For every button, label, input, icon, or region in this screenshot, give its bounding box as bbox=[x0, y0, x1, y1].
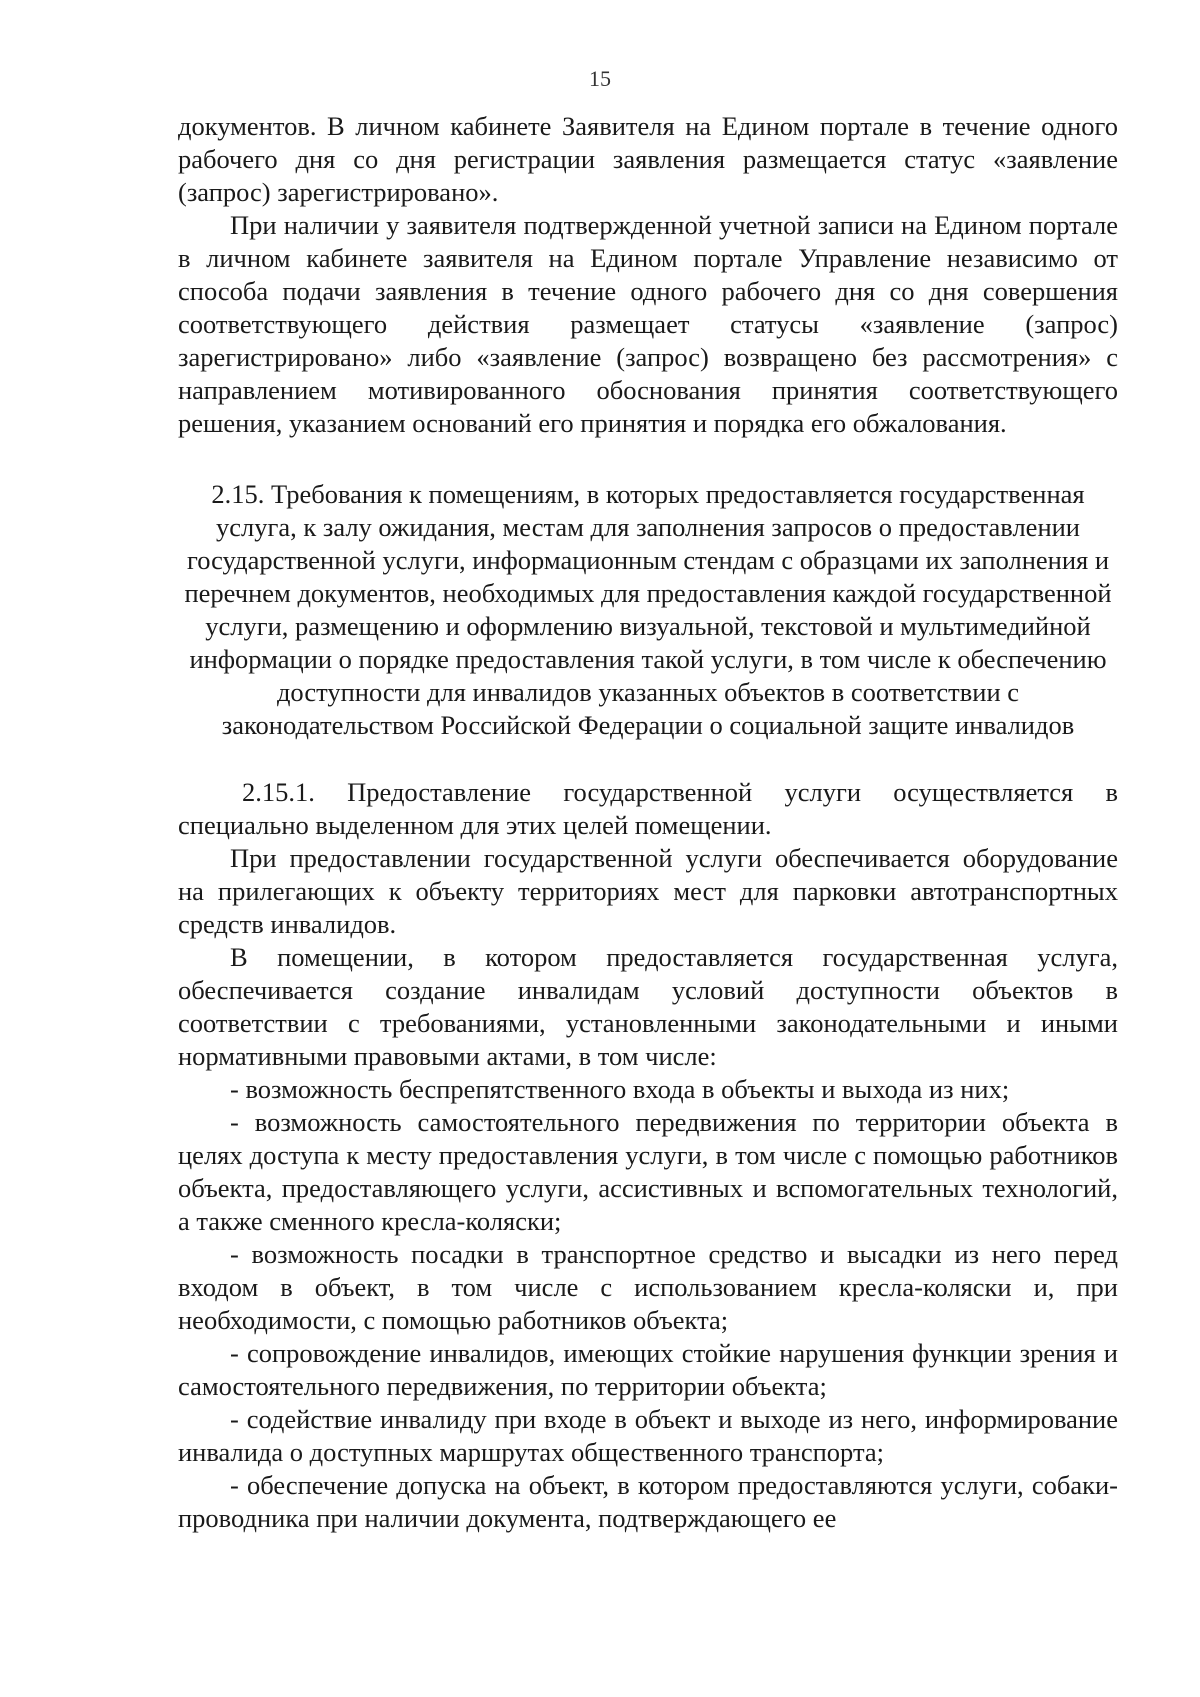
list-item-movement: - возможность самостоятельного передвижения по территории объекта в целях доступа к месту предоставления услуги, в том числе с помощью работников объекта, предоставляющего услуги, ассистивных и вспомогательных технологий, а также сменного кресла-коляски; bbox=[178, 1107, 1118, 1236]
list-item-assistance: - содействие инвалиду при входе в объект и выходе из него, информирование инвалида о доступных маршрутах общественного транспорта; bbox=[178, 1404, 1118, 1467]
list-item-guide-dog: - обеспечение допуска на объект, в котором предоставляются услуги, собаки-проводника при наличии документа, подтверждающего ее bbox=[178, 1470, 1118, 1533]
document-body bbox=[178, 110, 1118, 1535]
paragraph-accessibility-conditions: В помещении, в котором предоставляется государственная услуга, обеспечивается создание инвалидам условий доступности объектов в соответствии с требованиями, установленными законодательными и иными нормативными правовыми актами, в том числе: bbox=[178, 942, 1118, 1071]
paragraph-2-15-1: 2.15.1. Предоставление государственной услуги осуществляется в специально выделенном для этих целей помещении. bbox=[178, 777, 1118, 840]
list-item-entry-exit: - возможность беспрепятственного входа в объекты и выхода из них; bbox=[230, 1074, 1010, 1104]
page-number: 15 bbox=[589, 66, 611, 91]
list-item-boarding: - возможность посадки в транспортное средство и высадки из него перед входом в объект, в том числе с использованием кресла-коляски и, при необходимости, с помощью работников объекта; bbox=[178, 1239, 1118, 1335]
list-item-escort: - сопровождение инвалидов, имеющих стойкие нарушения функции зрения и самостоятельного передвижения, по территории объекта; bbox=[178, 1338, 1118, 1401]
paragraph-status-registration: документов. В личном кабинете Заявителя на Едином портале в течение одного рабочего дня со дня регистрации заявления размещается статус «заявление (запрос) зарегистрировано». bbox=[178, 111, 1118, 207]
paragraph-parking: При предоставлении государственной услуги обеспечивается оборудование на прилегающих к объекту территориях мест для парковки автотранспортных средств инвалидов. bbox=[178, 843, 1118, 939]
section-heading-2-15: 2.15. Требования к помещениям, в которых предоставляется государственная услуга, к залу ожидания, местам для заполнения запросов о предоставлении государственной услуги, информационным стендам с образцами их заполнения и перечнем документов, необходимых для предоставления каждой государственной услуги, размещению и оформлению визуальной, текстовой и мультимедийной информации о порядке предоставления такой услуги, в том числе к обеспечению доступности для инвалидов указанных объектов в соответствии с законодательством Российской Федерации о социальной защите инвалидов bbox=[184, 479, 1112, 740]
paragraph-account-statuses: При наличии у заявителя подтвержденной учетной записи на Едином портале в личном кабинете заявителя на Едином портале Управление независимо от способа подачи заявления в течение одного рабочего дня со дня совершения соответствующего действия размещает статусы «заявление (запрос) зарегистрировано» либо «заявление (запрос) возвращено без рассмотрения» с направлением мотивированного обоснования принятия соответствующего решения, указанием оснований его принятия и порядка его обжалования. bbox=[178, 210, 1118, 438]
